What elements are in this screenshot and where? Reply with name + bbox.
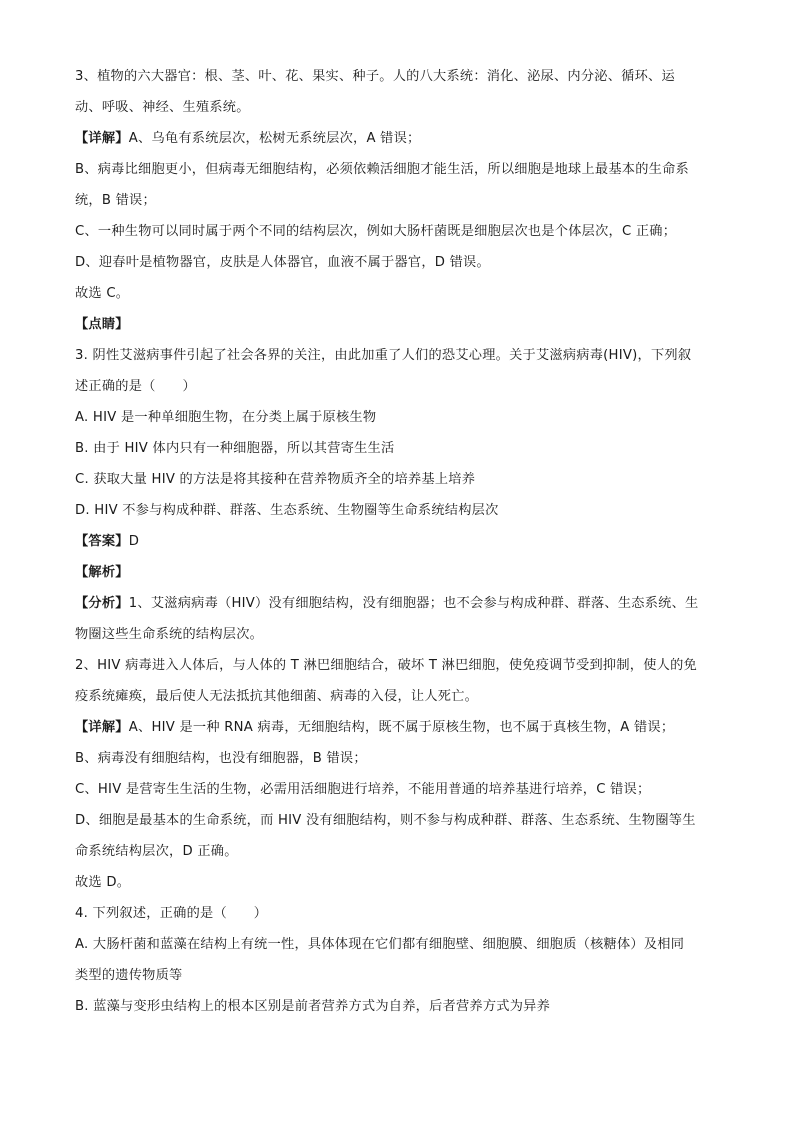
text-line: 故选 C。 bbox=[75, 286, 130, 301]
text-line: B、病毒没有细胞结构，也没有细胞器，B 错误； bbox=[75, 751, 367, 766]
jiexi-tag: 【解析】 bbox=[75, 565, 129, 580]
text-line: 疫系统瘫痪，最后使人无法抵抗其他细菌、病毒的入侵，让人死亡。 bbox=[75, 689, 479, 704]
question-4-stem: 4. 下列叙述，正确的是（ ） bbox=[75, 906, 268, 921]
text-line: D、细胞是最基本的生命系统，而 HIV 没有细胞结构，则不参与构成种群、群落、生态系统、生物圈等生 bbox=[75, 813, 696, 828]
option-a: A. 大肠杆菌和蓝藻在结构上有统一性，具体体现在它们都有细胞壁、细胞膜、细胞质（核糖体）及相同 bbox=[75, 937, 685, 952]
text-line: 3、植物的六大器官：根、茎、叶、花、果实、种子。人的八大系统：消化、泌尿、内分泌、循环、运 bbox=[75, 69, 675, 84]
text-line: 2、HIV 病毒进入人体后，与人体的 T 淋巴细胞结合，破坏 T 淋巴细胞，使免疫调节受到抑制，使人的免 bbox=[75, 658, 697, 673]
text-line: 类型的遗传物质等 bbox=[75, 968, 183, 983]
text-line: 物圈这些生命系统的结构层次。 bbox=[75, 627, 264, 642]
detail-tag: 【详解】 bbox=[75, 720, 129, 735]
answer-tag: 【答案】 bbox=[75, 534, 129, 549]
text-line: 述正确的是（ ） bbox=[75, 379, 196, 394]
text-line: 【分析】1、艾滋病病毒（HIV）没有细胞结构，没有细胞器；也不会参与构成种群、群落、生态系统、生 bbox=[75, 596, 699, 611]
text-line: D、迎春叶是植物器官，皮肤是人体器官，血液不属于器官，D 错误。 bbox=[75, 255, 490, 270]
detail-tag: 【详解】 bbox=[75, 131, 129, 146]
text-line bbox=[75, 315, 725, 335]
option-d: D. HIV 不参与构成种群、群落、生态系统、生物圈等生命系统结构层次 bbox=[75, 503, 499, 518]
text-line: 动、呼吸、神经、生殖系统。 bbox=[75, 100, 250, 115]
text-line: C、HIV 是营寄生生活的生物，必需用活细胞进行培养，不能用普通的培养基进行培养，C 错误； bbox=[75, 782, 651, 797]
text-line: 统，B 错误； bbox=[75, 193, 156, 208]
option-b: B. 由于 HIV 体内只有一种细胞器，所以其营寄生生活 bbox=[75, 441, 395, 456]
text-line: 【详解】A、乌龟有系统层次，松树无系统层次，A 错误； bbox=[75, 131, 421, 146]
text-line: 命系统结构层次，D 正确。 bbox=[75, 844, 238, 859]
answer-line: 【答案】D bbox=[75, 534, 140, 549]
text-line: B、病毒比细胞更小，但病毒无细胞结构，必须依赖活细胞才能生活，所以细胞是地球上最基本的生命系 bbox=[75, 162, 689, 177]
dianjing-tag: 【点睛】 bbox=[75, 317, 129, 332]
option-c: C. 获取大量 HIV 的方法是将其接种在营养物质齐全的培养基上培养 bbox=[75, 472, 476, 487]
text-line: 【详解】A、HIV 是一种 RNA 病毒，无细胞结构，既不属于原核生物，也不属于真核生物，A 错误； bbox=[75, 720, 675, 735]
option-b: B. 蓝藻与变形虫结构上的根本区别是前者营养方式为自养，后者营养方式为异养 bbox=[75, 999, 551, 1014]
text-line bbox=[75, 563, 725, 583]
question-3-stem: 3. 阴性艾滋病事件引起了社会各界的关注，由此加重了人们的恐艾心理。关于艾滋病病毒(HIV)，下列叙 bbox=[75, 348, 692, 363]
text-line: C、一种生物可以同时属于两个不同的结构层次，例如大肠杆菌既是细胞层次也是个体层次，C 正确； bbox=[75, 224, 677, 239]
option-a: A. HIV 是一种单细胞生物，在分类上属于原核生物 bbox=[75, 410, 377, 425]
text-line: 故选 D。 bbox=[75, 875, 131, 890]
fenxi-tag: 【分析】 bbox=[75, 596, 129, 611]
